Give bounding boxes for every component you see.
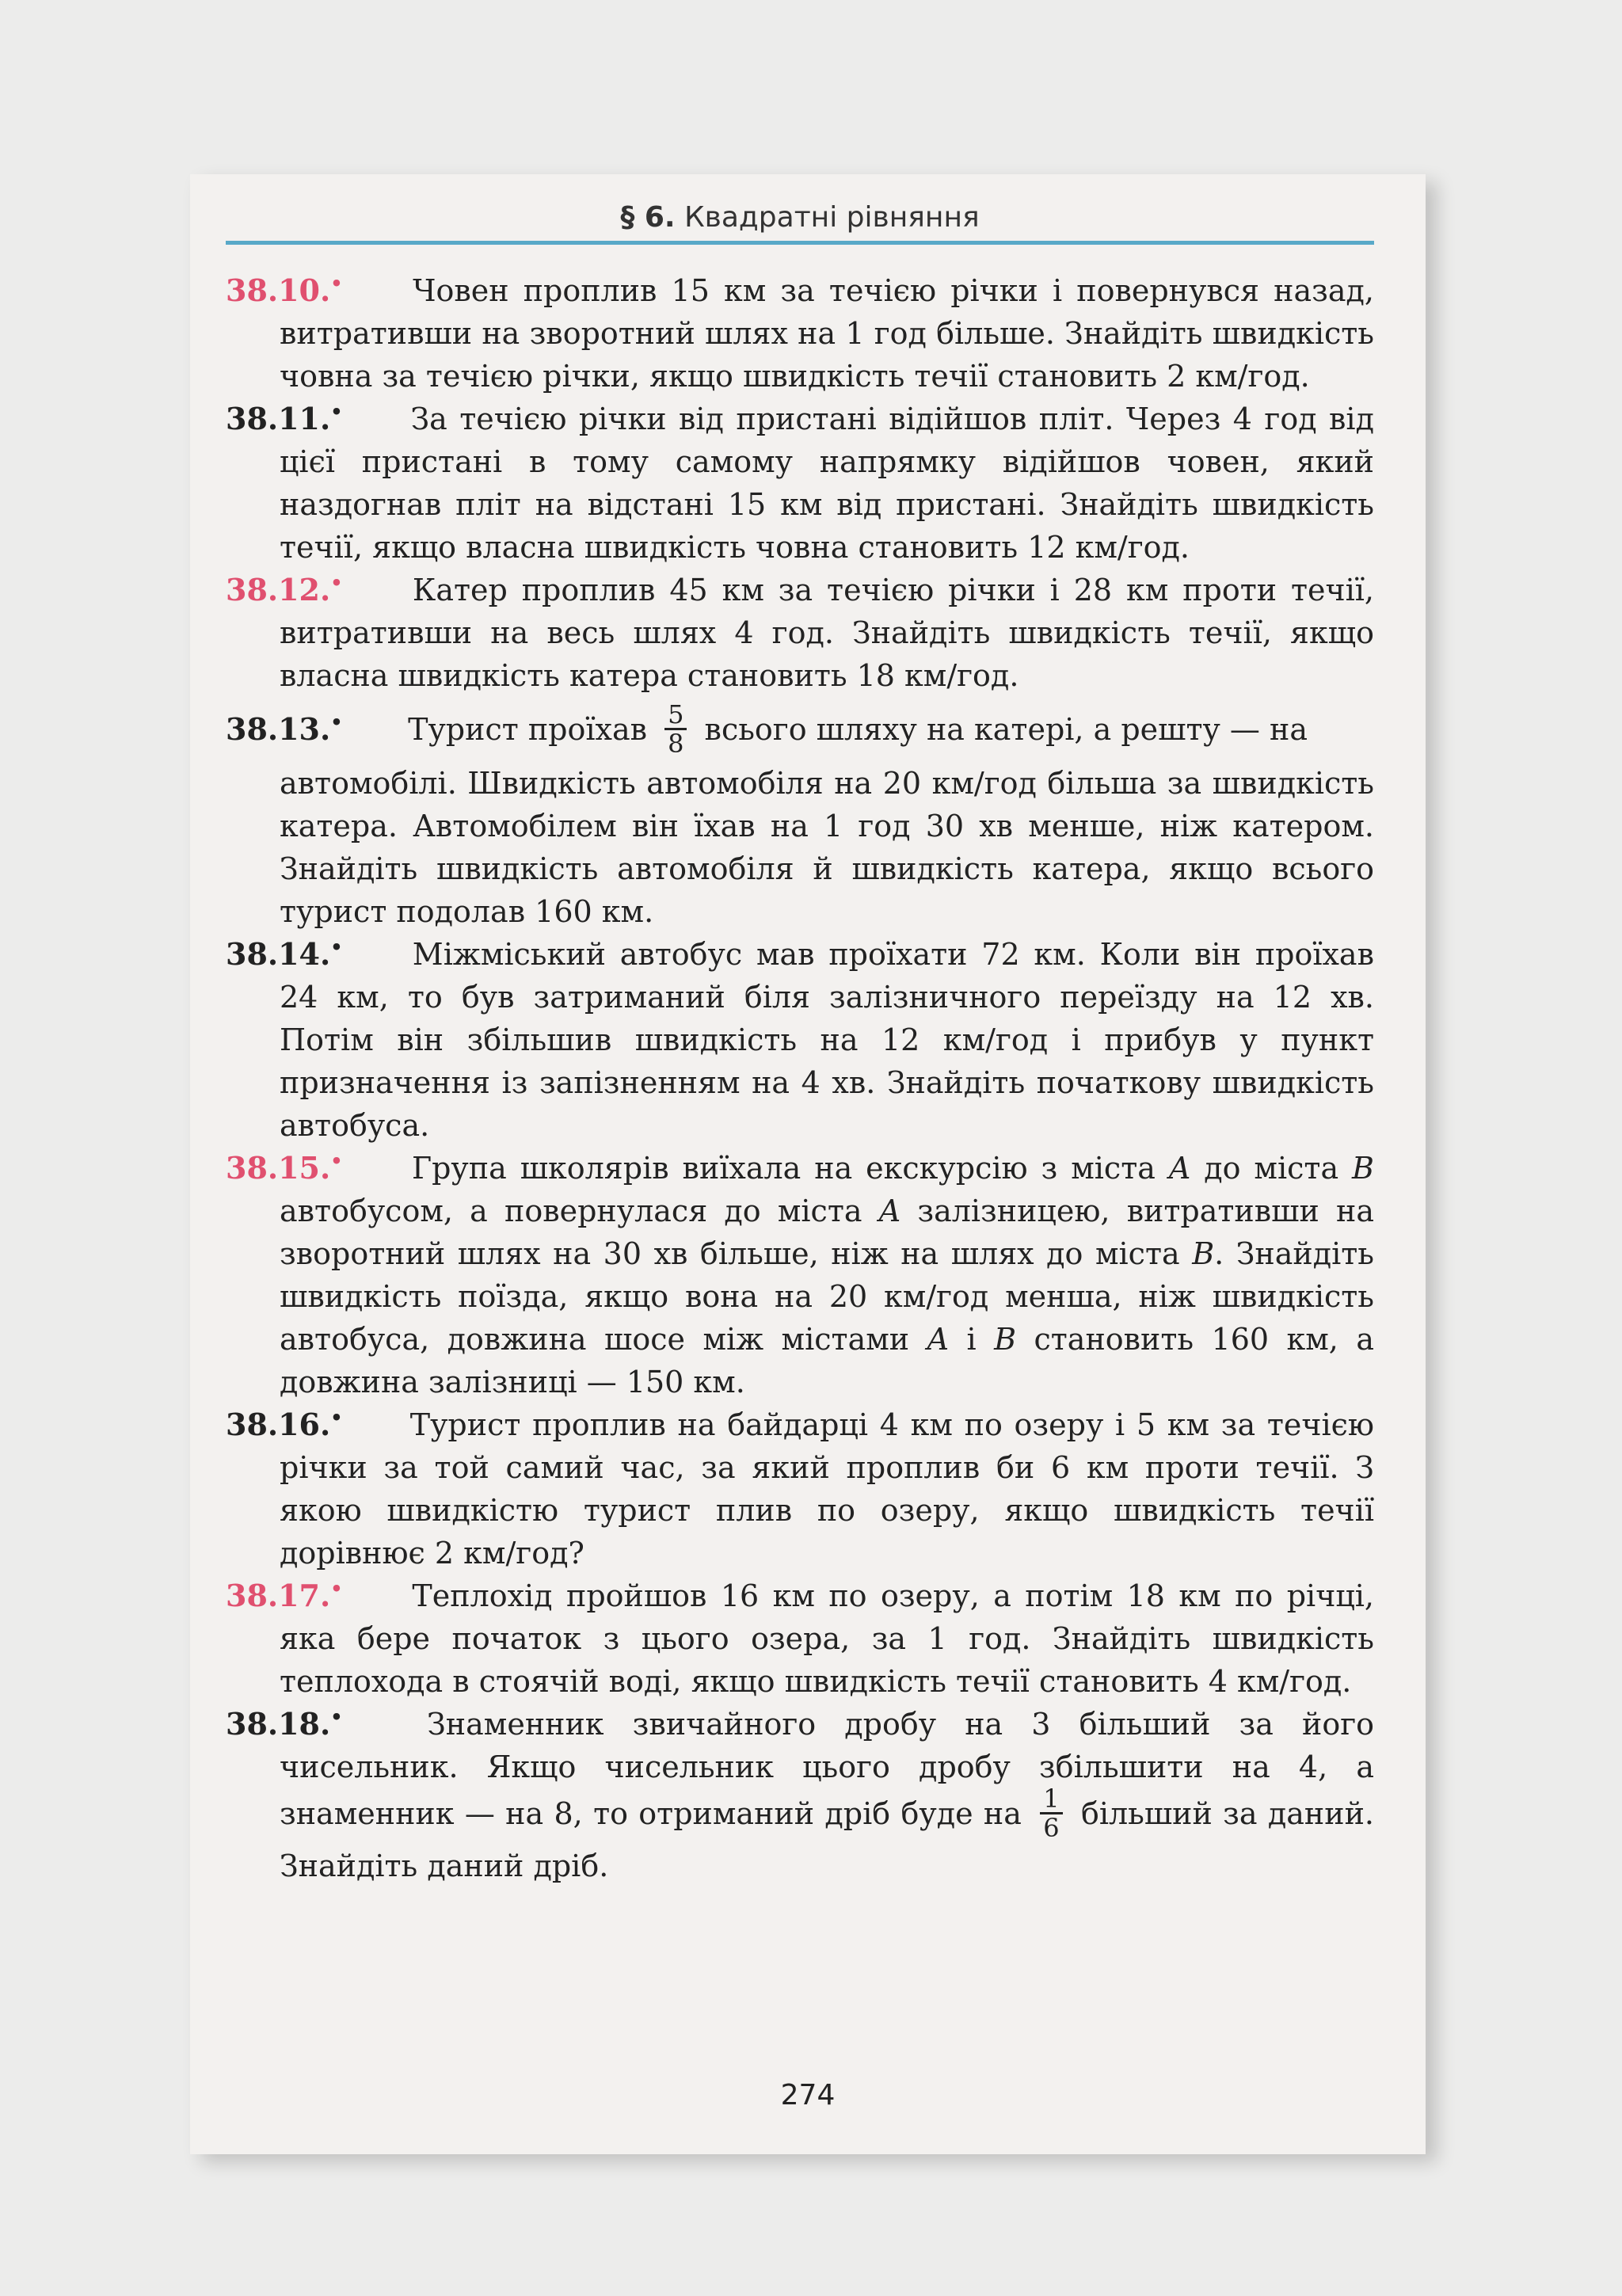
problem-number: 38.14. <box>226 936 331 972</box>
fraction-denominator: 6 <box>1043 1813 1060 1843</box>
problem-38-12 <box>226 569 1374 697</box>
star-mark: • <box>330 272 343 295</box>
section-title: Квадратні рівняння <box>684 201 980 234</box>
problem-38-16 <box>226 1403 1374 1574</box>
problem-text: . Знайдіть швидкість поїзда, якщо вона на 20 км/год менша, ніж швидкість автобуса, довжина шосе між містами <box>280 1236 1374 1357</box>
fraction <box>664 701 687 757</box>
problem-text: Міжміський автобус мав проїхати 72 км. Коли він проїхав 24 км, то був затриманий біля залізничного переїзду на 12 хв. Потім він збільшив швидкість на 12 км/год і прибув у пункт призначення із запізненням на 4 хв. Знайдіть початкову швидкість автобуса. <box>280 937 1374 1143</box>
problem-38-15 <box>226 1147 1374 1403</box>
problem-text: всього шляху на катері, а решту — на <box>704 712 1308 747</box>
star-mark: • <box>330 1577 343 1601</box>
problem-number: 38.10. <box>226 272 331 308</box>
problem-number: 38.15. <box>226 1150 331 1186</box>
problem-38-10 <box>226 269 1374 398</box>
problem-text: залізницею, витративши на зворотний шлях на 30 хв більше, ніж на шлях до міста <box>280 1194 1374 1271</box>
problem-text: Знаменник звичайного дробу на 3 більший за його чисельник. Якщо чисельник цього дробу збільшити на 4, а знаменник — на 8, то отриманий дріб буде на <box>280 1707 1374 1831</box>
problem-38-11 <box>226 398 1374 569</box>
problem-text: Теплохід пройшов 16 км по озеру, а потім 18 км по річці, яка бере початок з цього озера, за 1 год. Знайдіть швидкість теплохода в стоячій воді, якщо швидкість течії становить 4 км/год. <box>280 1578 1374 1699</box>
problem-38-18 <box>226 1703 1374 1887</box>
problem-number: 38.13. <box>226 711 331 747</box>
problem-number: 38.16. <box>226 1407 331 1442</box>
running-header <box>226 195 1374 245</box>
star-mark: • <box>330 935 343 959</box>
variable-b: B <box>994 1322 1017 1357</box>
problem-text: становить 160 км, а довжина залізниці — 150 км. <box>280 1322 1374 1399</box>
problem-text: Турист проплив на байдарці 4 км по озеру і 5 км за течією річки за той самий час, за який проплив би 6 км проти течії. З якою швидкістю турист плив по озеру, якщо швидкість течії дорівнює 2 км/год? <box>280 1407 1374 1571</box>
star-mark: • <box>330 1406 343 1430</box>
section-mark: § 6. <box>620 201 676 234</box>
star-mark: • <box>330 710 343 734</box>
problem-38-17 <box>226 1574 1374 1703</box>
problem-text: Катер проплив 45 км за течією річки і 28 км проти течії, витративши на весь шлях 4 год. Знайдіть швидкість течії, якщо власна швидкість катера становить 18 км/год. <box>280 573 1374 693</box>
problem-text: більший за даний. Знайдіть даний дріб. <box>280 1796 1374 1883</box>
problem-text: За течією річки від пристані відійшов пліт. Через 4 год від цієї пристані в тому самому напрямку відійшов човен, який наздогнав пліт на відстані 15 км від пристані. Знайдіть швидкість течії, якщо власна швидкість човна становить 12 км/год. <box>280 402 1374 565</box>
star-mark: • <box>330 400 343 424</box>
fraction <box>1040 1785 1062 1841</box>
problem-text: до міста <box>1204 1151 1339 1186</box>
problem-number: 38.17. <box>226 1578 331 1613</box>
fraction-denominator: 8 <box>668 729 684 759</box>
variable-a: A <box>927 1322 950 1357</box>
problem-number: 38.18. <box>226 1706 331 1742</box>
fraction-numerator: 5 <box>664 701 687 730</box>
problem-text: Човен проплив 15 км за течією річки і повернувся назад, витративши на зворотний шлях на 1 год більше. Знайдіть швидкість човна за течією річки, якщо швидкість течії становить 2 км/год. <box>280 273 1374 394</box>
problem-number: 38.11. <box>226 401 331 436</box>
problem-text-continued: автомобілі. Швидкість автомобіля на 20 км/год більша за швидкість катера. Автомобілем він їхав на 1 год 30 хв менше, ніж катером. Знайдіть швидкість автомобіля й швидкість катера, якщо всього турист подолав 160 км. <box>280 766 1374 929</box>
star-mark: • <box>330 571 343 595</box>
problem-38-14 <box>226 933 1374 1147</box>
problem-text: автобусом, а повернулася до міста <box>280 1194 862 1228</box>
fraction-numerator: 1 <box>1040 1785 1062 1814</box>
problem-text: Турист проїхав <box>408 712 647 747</box>
variable-b: B <box>1192 1236 1215 1271</box>
variable-a: A <box>878 1194 901 1228</box>
problem-text: і <box>966 1322 977 1357</box>
problem-number: 38.12. <box>226 572 331 607</box>
problem-38-13 <box>226 697 1374 933</box>
problem-text: Група школярів виїхала на екскурсію з міста <box>411 1151 1156 1186</box>
page-number: 274 <box>780 2079 836 2111</box>
problem-list <box>226 269 1374 1887</box>
star-mark: • <box>330 1705 343 1729</box>
textbook-page <box>190 174 1426 2154</box>
variable-a: A <box>1168 1151 1191 1186</box>
variable-b: B <box>1352 1151 1374 1186</box>
star-mark: • <box>330 1149 343 1173</box>
